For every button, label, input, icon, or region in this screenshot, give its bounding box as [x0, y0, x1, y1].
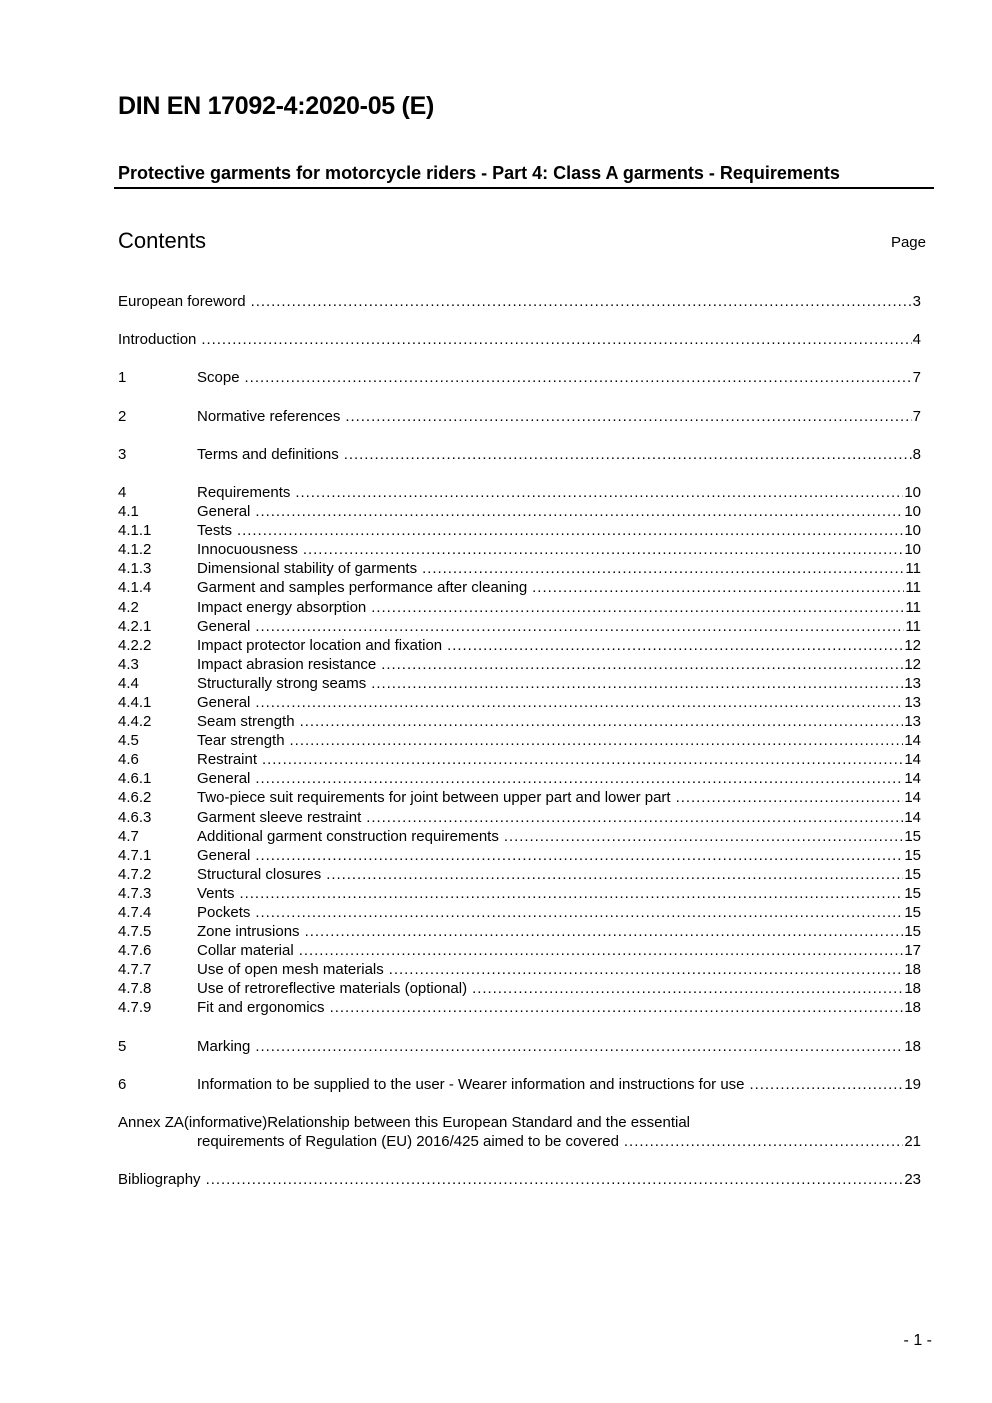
dot-leader	[366, 808, 903, 827]
toc-entry-text: Impact protector location and fixation	[197, 636, 447, 655]
toc-entry-text: Information to be supplied to the user - Wearer information and instructions for use	[197, 1075, 750, 1094]
toc-entry-number: 4.7.8	[118, 980, 152, 998]
document-id: DIN EN 17092-4:2020-05 (E)	[118, 92, 434, 120]
toc-entry-page: 17	[904, 942, 921, 960]
dot-leader	[381, 655, 903, 674]
toc-entry-page: 15	[904, 827, 921, 845]
toc-entry-text: Tests	[197, 521, 237, 540]
dot-leader	[245, 368, 912, 387]
toc-entry-number: 4.6.1	[118, 770, 152, 788]
toc-entry-page: 15	[904, 884, 921, 902]
spacer	[118, 387, 921, 406]
toc-entry-text: Vents	[197, 884, 240, 903]
toc-entry-terms-and-definitions[interactable]	[118, 445, 921, 464]
toc-entry-page: 11	[905, 617, 921, 635]
dot-leader	[750, 1075, 904, 1094]
toc-entry-4-4[interactable]	[118, 674, 921, 693]
toc-entry-number: 4.1.4	[118, 579, 152, 597]
toc-entry-page: 14	[904, 770, 921, 788]
toc-entry-page: 13	[904, 713, 921, 731]
toc-entry-page: 10	[904, 503, 921, 521]
dot-leader	[295, 483, 903, 502]
toc-entry-4-7-5[interactable]	[118, 922, 921, 941]
dot-leader	[255, 903, 903, 922]
dot-leader	[201, 330, 911, 349]
toc-entry-number: 2	[118, 407, 127, 425]
toc-entry-text: Garment sleeve restraint	[197, 808, 366, 827]
toc-entry-page: 7	[912, 407, 921, 425]
toc-entry-page: 12	[904, 655, 921, 673]
toc-entry-page: 14	[904, 751, 921, 769]
toc-entry-number: 4.1.1	[118, 522, 152, 540]
dot-leader	[255, 769, 903, 788]
toc-entry-number: 4.7.5	[118, 923, 152, 941]
toc-entry-number: 4.7.3	[118, 884, 152, 902]
toc-entry-text: Collar material	[197, 941, 299, 960]
toc-entry-page: 15	[904, 846, 921, 864]
toc-entry-normative-references[interactable]	[118, 407, 921, 426]
toc-entry-4-6-1[interactable]	[118, 769, 921, 788]
toc-entry-page: 14	[904, 732, 921, 750]
toc-entry-4-1[interactable]	[118, 502, 921, 521]
toc-entry-page: 13	[904, 674, 921, 692]
dot-leader	[305, 922, 904, 941]
dot-leader	[251, 292, 912, 311]
toc-entry-4-1-1[interactable]	[118, 521, 921, 540]
toc-entry-4-7-9[interactable]	[118, 998, 921, 1017]
toc-entry-4-5[interactable]	[118, 731, 921, 750]
toc-entry-number: 4	[118, 483, 127, 501]
toc-entry-text: Structural closures	[197, 865, 326, 884]
toc-entry-number: 4.4.2	[118, 713, 152, 731]
spacer	[118, 1094, 921, 1113]
toc-entry-number: 4.7.7	[118, 961, 152, 979]
toc-entry-bibliography[interactable]	[118, 1170, 921, 1189]
toc-entry-4-4-2[interactable]	[118, 712, 921, 731]
toc-entry-number: 3	[118, 445, 127, 463]
toc-entry-number: 4.1.2	[118, 541, 152, 559]
toc-entry-4-7-1[interactable]	[118, 846, 921, 865]
toc-entry-scope[interactable]	[118, 368, 921, 387]
dot-leader	[237, 521, 903, 540]
title-underline	[114, 187, 934, 189]
dot-leader	[330, 998, 904, 1017]
dot-leader	[326, 865, 903, 884]
toc-entry-text: Tear strength	[197, 731, 290, 750]
dot-leader	[344, 445, 912, 464]
toc-entry-page: 4	[912, 331, 921, 349]
toc-entry-number: 4.2	[118, 598, 139, 616]
toc-entry-page: 18	[904, 999, 921, 1017]
toc-entry-number: 4.2.1	[118, 617, 152, 635]
toc-entry-number: 4.7	[118, 827, 139, 845]
annex-line-2: requirements of Regulation (EU) 2016/425 aimed to be covered	[197, 1132, 624, 1151]
toc-entry-text: Dimensional stability of garments	[197, 559, 422, 578]
spacer	[118, 464, 921, 483]
dot-leader	[371, 598, 904, 617]
toc-entry-page: 14	[904, 808, 921, 826]
toc-entry-page: 13	[904, 693, 921, 711]
toc-entry-text: General	[197, 502, 255, 521]
dot-leader	[447, 636, 903, 655]
toc-entry-page: 7	[912, 369, 921, 387]
toc-entry-4-7-7[interactable]	[118, 960, 921, 979]
toc-entry-text: Innocuousness	[197, 540, 303, 559]
toc-entry-4[interactable]	[118, 483, 921, 502]
dot-leader	[255, 846, 903, 865]
toc-entry-text: Fit and ergonomics	[197, 998, 330, 1017]
toc-entry-4-7-6[interactable]	[118, 941, 921, 960]
dot-leader	[371, 674, 903, 693]
toc-entry-4-2-2[interactable]	[118, 636, 921, 655]
toc-entry-text: Zone intrusions	[197, 922, 305, 941]
toc-entry-text: General	[197, 769, 255, 788]
toc-entry-text: General	[197, 846, 255, 865]
dot-leader	[472, 979, 903, 998]
toc-entry-page: 19	[904, 1075, 921, 1093]
toc-entry-page: 10	[904, 522, 921, 540]
dot-leader	[504, 827, 903, 846]
dot-leader	[240, 884, 904, 903]
toc-entry-text: Scope	[197, 368, 245, 387]
toc-entry-text: Additional garment construction requirements	[197, 827, 504, 846]
toc-entry-page: 11	[905, 579, 921, 597]
toc-entry-page: 8	[912, 445, 921, 463]
toc-entry-page: 18	[904, 961, 921, 979]
toc-section-4-list	[118, 483, 921, 1018]
toc-entry-number: 4.7.6	[118, 942, 152, 960]
toc-entry-4-6-3[interactable]	[118, 808, 921, 827]
toc-entry-number: 4.5	[118, 732, 139, 750]
dot-leader	[389, 960, 904, 979]
toc-entry-number: 4.3	[118, 655, 139, 673]
toc-entry-4-7[interactable]	[118, 827, 921, 846]
toc-entry-page: 12	[904, 636, 921, 654]
dot-leader	[422, 559, 904, 578]
toc-entry-number: 4.7.2	[118, 865, 152, 883]
toc-entry-page: 21	[904, 1133, 921, 1151]
spacer	[118, 426, 921, 445]
toc-entry-4-2-1[interactable]	[118, 617, 921, 636]
toc-entry-marking[interactable]	[118, 1037, 921, 1056]
toc-entry-number: 6	[118, 1075, 127, 1093]
toc-entry-text: Bibliography	[118, 1170, 206, 1189]
toc-entry-page: 15	[904, 923, 921, 941]
toc-entry-page: 11	[905, 598, 921, 616]
document-title: Protective garments for motorcycle riders - Part 4: Class A garments - Requirements	[118, 163, 840, 183]
toc-entry-4-3[interactable]	[118, 655, 921, 674]
toc-entry-text: Normative references	[197, 407, 345, 426]
dot-leader	[299, 941, 904, 960]
toc-entry-text: European foreword	[118, 292, 251, 311]
toc-entry-number: 4.4	[118, 674, 139, 692]
toc-entry-page: 10	[904, 483, 921, 501]
spacer	[118, 349, 921, 368]
dot-leader	[532, 578, 904, 597]
dot-leader	[262, 750, 903, 769]
toc-entry-4-2[interactable]	[118, 598, 921, 617]
spacer	[118, 1018, 921, 1037]
toc-entry-number: 4.6.3	[118, 808, 152, 826]
toc-entry-text: Use of open mesh materials	[197, 960, 389, 979]
spacer	[118, 1151, 921, 1170]
toc-entry-number: 4.7.4	[118, 904, 152, 921]
toc-entry-number: 4.6.2	[118, 789, 152, 807]
toc-entry-text: Impact abrasion resistance	[197, 655, 381, 674]
toc-entry-4-7-4[interactable]	[118, 903, 921, 922]
toc-entry-page: 15	[904, 904, 921, 921]
toc-entry-4-7-2[interactable]	[118, 865, 921, 884]
toc-entry-number: 4.4.1	[118, 693, 152, 711]
toc-entry-text: Introduction	[118, 330, 201, 349]
toc-entry-text: Use of retroreflective materials (optional)	[197, 979, 472, 998]
toc-entry-page: 23	[904, 1171, 921, 1189]
dot-leader	[255, 502, 903, 521]
contents-heading: Contents	[118, 228, 207, 253]
toc-entry-page: 11	[905, 560, 921, 578]
toc-entry-number: 4.1	[118, 503, 139, 521]
table-of-contents	[118, 292, 921, 1189]
toc-entry-number: 1	[118, 369, 127, 387]
toc-entry-4-7-3[interactable]	[118, 884, 921, 903]
dot-leader	[206, 1170, 904, 1189]
dot-leader	[676, 788, 904, 807]
toc-entry-4-6-2[interactable]	[118, 788, 921, 807]
toc-entry-4-1-3[interactable]	[118, 559, 921, 578]
annex-line-1: Annex ZA(informative)Relationship between this European Standard and the essential	[118, 1114, 691, 1132]
toc-entry-text: General	[197, 617, 255, 636]
toc-entry-4-6[interactable]	[118, 750, 921, 769]
toc-entry-page: 10	[904, 541, 921, 559]
toc-entry-text: Pockets	[197, 903, 255, 922]
dot-leader	[290, 731, 904, 750]
page-column-label: Page	[890, 234, 926, 251]
dot-leader	[345, 407, 911, 426]
dot-leader	[303, 540, 903, 559]
toc-entry-text: Terms and definitions	[197, 445, 344, 464]
toc-entry-text: General	[197, 693, 255, 712]
toc-entry-annex-za[interactable]	[118, 1113, 921, 1151]
toc-entry-page: 18	[904, 1037, 921, 1055]
dot-leader	[300, 712, 904, 731]
footer-page-number: - 1 -	[903, 1332, 932, 1349]
toc-entry-text: Restraint	[197, 750, 262, 769]
toc-entry-text: Structurally strong seams	[197, 674, 371, 693]
toc-entry-4-7-8[interactable]	[118, 979, 921, 998]
toc-entry-page: 14	[904, 789, 921, 807]
toc-entry-information-to-user[interactable]	[118, 1075, 921, 1094]
toc-entry-4-1-4[interactable]	[118, 578, 921, 597]
dot-leader	[255, 1037, 903, 1056]
toc-entry-european-foreword[interactable]	[118, 292, 921, 311]
dot-leader	[624, 1132, 903, 1151]
dot-leader	[255, 693, 903, 712]
toc-entry-number: 4.6	[118, 751, 139, 769]
toc-entry-number: 4.7.9	[118, 999, 152, 1017]
spacer	[118, 1056, 921, 1075]
toc-entry-text: Garment and samples performance after cleaning	[197, 578, 532, 597]
spacer	[118, 311, 921, 330]
toc-entry-number: 4.2.2	[118, 636, 152, 654]
toc-entry-text: Seam strength	[197, 712, 300, 731]
toc-entry-number: 4.1.3	[118, 560, 152, 578]
toc-entry-text: Marking	[197, 1037, 255, 1056]
toc-entry-introduction[interactable]	[118, 330, 921, 349]
toc-entry-number: 4.7.1	[118, 846, 152, 864]
toc-entry-text: Impact energy absorption	[197, 598, 371, 617]
toc-entry-4-1-2[interactable]	[118, 540, 921, 559]
toc-entry-page: 3	[912, 293, 921, 310]
toc-entry-page: 15	[904, 865, 921, 883]
toc-entry-text: Requirements	[197, 483, 295, 502]
toc-entry-text: Two-piece suit requirements for joint between upper part and lower part	[197, 788, 676, 807]
dot-leader	[255, 617, 904, 636]
toc-entry-number: 5	[118, 1037, 127, 1055]
toc-entry-page: 18	[904, 980, 921, 998]
toc-entry-4-4-1[interactable]	[118, 693, 921, 712]
